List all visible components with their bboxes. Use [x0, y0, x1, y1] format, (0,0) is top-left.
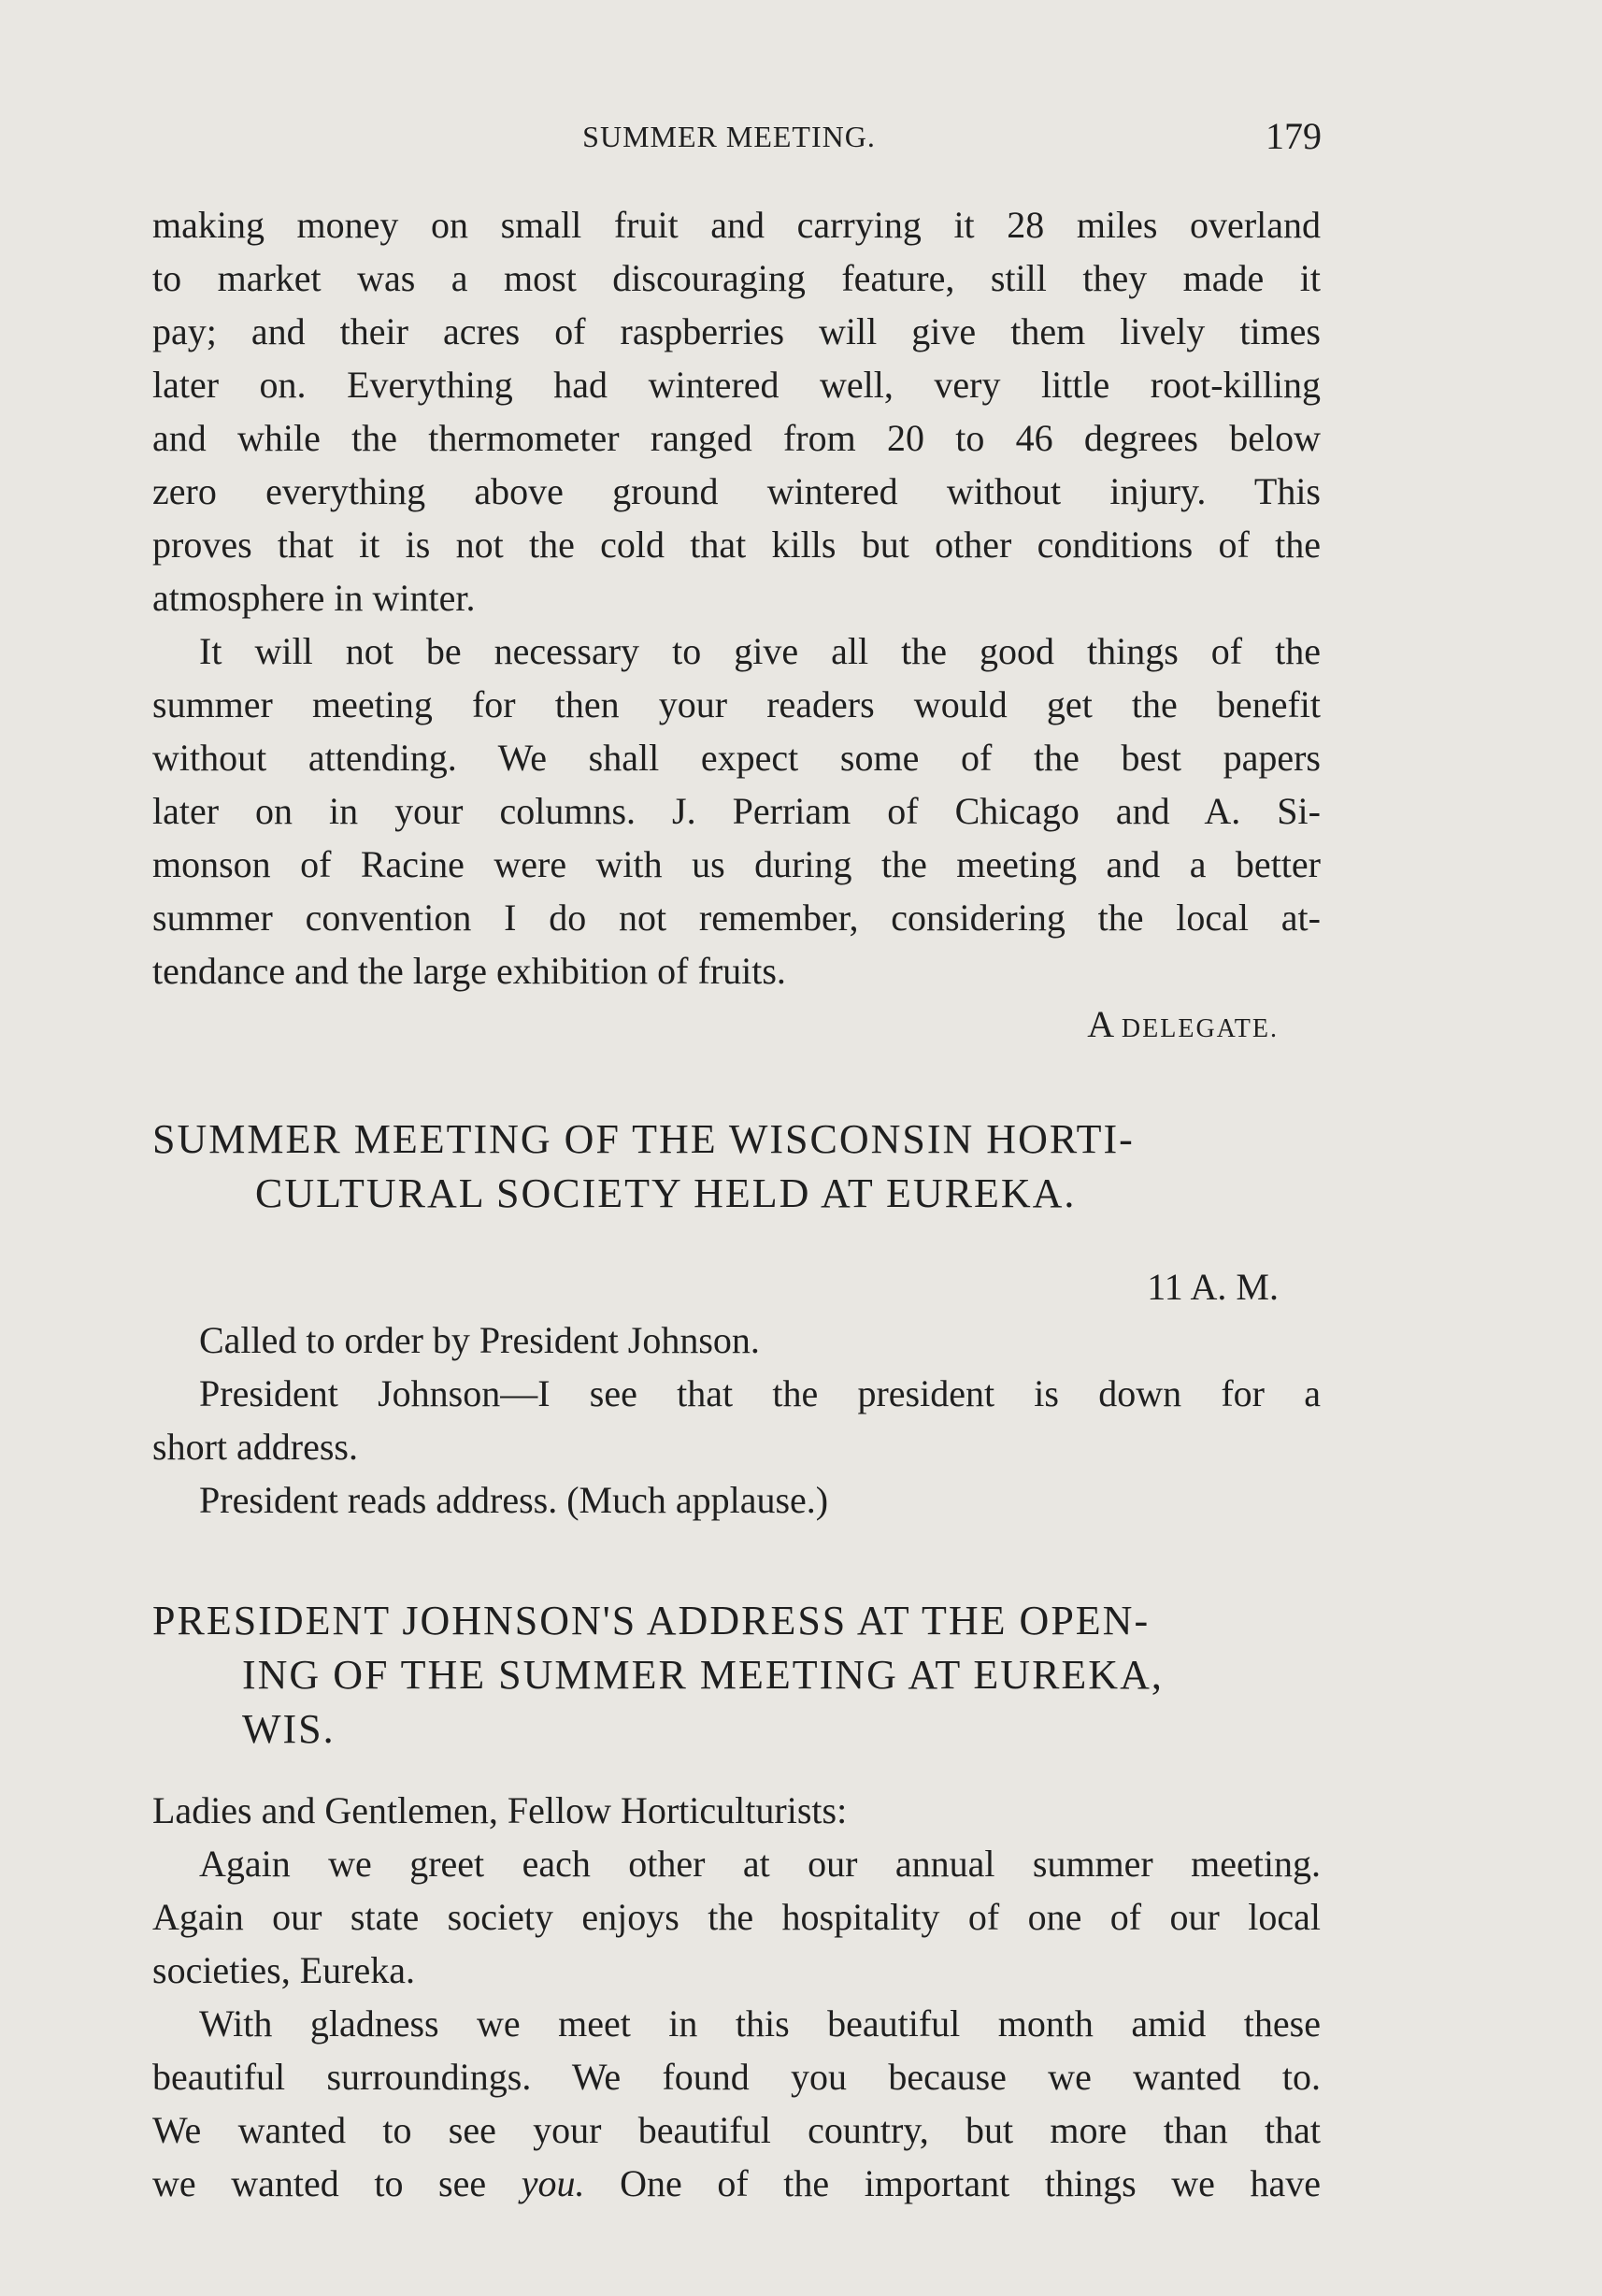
meeting-minutes	[152, 1260, 1321, 1527]
text-segment: One of the important things we have	[584, 2162, 1321, 2204]
text-line: pay; and their acres of raspberries will give them lively times	[152, 310, 1321, 352]
text-line: proves that it is not the cold that kills but other conditions of the	[152, 524, 1321, 566]
text-line: With gladness we meet in this beautiful month amid these	[199, 2002, 1321, 2045]
text-line: later on. Everything had wintered well, very little root-killing	[152, 364, 1321, 406]
heading-line: ING OF THE SUMMER MEETING AT EUREKA,	[242, 1652, 1164, 1698]
text-line: Called to order by President Johnson.	[199, 1319, 760, 1361]
text-line: short address.	[152, 1426, 358, 1468]
text-segment: we wanted to see	[152, 2162, 522, 2204]
page-number: 179	[1266, 115, 1322, 157]
text-line: zero everything above ground wintered without injury. This	[152, 470, 1321, 512]
section-heading-presidents-address	[152, 1594, 1321, 1757]
heading-line: WIS.	[242, 1706, 336, 1752]
text-line: We wanted to see your beautiful country, but more than that	[152, 2109, 1321, 2151]
text-line: summer convention I do not remember, considering the local at-	[152, 897, 1321, 939]
section-heading-summer-meeting	[152, 1112, 1321, 1221]
text-line: making money on small fruit and carrying it 28 miles overland	[152, 204, 1321, 246]
text-line: monson of Racine were with us during the meeting and a better	[152, 843, 1321, 885]
signature-rest: DELEGATE.	[1121, 1014, 1279, 1043]
signature	[152, 997, 1321, 1051]
continuation-text	[152, 198, 1321, 1051]
text-line: Again our state society enjoys the hospitality of one of our local	[152, 1896, 1321, 1938]
heading-line: PRESIDENT JOHNSON'S ADDRESS AT THE OPEN-	[152, 1598, 1151, 1643]
text-line: Again we greet each other at our annual summer meeting.	[199, 1843, 1321, 1885]
text-line: It will not be necessary to give all the good things of the	[199, 630, 1321, 672]
heading-line: CULTURAL SOCIETY HELD AT EUREKA.	[255, 1170, 1077, 1216]
address-text	[152, 1784, 1321, 2210]
salutation: Ladies and Gentlemen, Fellow Horticulturists:	[152, 1789, 848, 1831]
text-line: beautiful surroundings. We found you because we wanted to.	[152, 2056, 1321, 2098]
text-line: summer meeting for then your readers would get the benefit	[152, 683, 1321, 725]
text-line: President Johnson—I see that the president is down for a	[199, 1372, 1321, 1414]
text-line: to market was a most discouraging feature, still they made it	[152, 257, 1321, 299]
text-line: and while the thermometer ranged from 20 to 46 degrees below	[152, 417, 1321, 459]
running-header: SUMMER MEETING.	[582, 120, 876, 153]
text-line: later on in your columns. J. Perriam of Chicago and A. Si-	[152, 790, 1321, 832]
text-line: societies, Eureka.	[152, 1949, 415, 1991]
signature-initial: A	[1087, 1003, 1112, 1045]
text-line: President reads address. (Much applause.)	[199, 1479, 829, 1521]
heading-line: SUMMER MEETING OF THE WISCONSIN HORTI-	[152, 1116, 1135, 1162]
text-line: without attending. We shall expect some of the best papers	[152, 737, 1321, 779]
text-line: atmosphere in winter.	[152, 577, 476, 619]
text-line: tendance and the large exhibition of fruits.	[152, 950, 786, 992]
emphasized-word: you.	[521, 2162, 585, 2204]
meeting-time: 11 A. M.	[1147, 1266, 1279, 1308]
text-line	[152, 2157, 1321, 2210]
